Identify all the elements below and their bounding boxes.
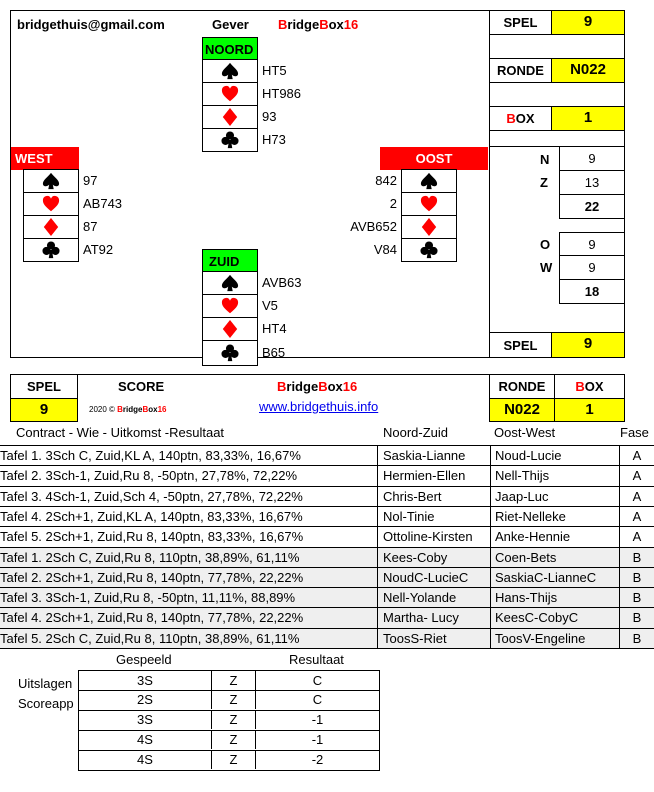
nz-cell: Martha- Lucy xyxy=(383,610,459,626)
ow-cell: ToosV-Engeline xyxy=(490,629,620,649)
oost-diamonds: AVB652 xyxy=(350,219,397,234)
table-row xyxy=(0,506,654,527)
nz-cell: Nol-Tinie xyxy=(383,508,435,524)
table-row xyxy=(0,526,654,547)
diamond-icon xyxy=(222,320,238,338)
copyright-16: 16 xyxy=(157,405,167,414)
table-row xyxy=(0,465,654,486)
ow-cell: KeesC-CobyC xyxy=(490,608,620,628)
col-header-result: Contract - Wie - Uitkomst -Resultaat xyxy=(16,425,225,440)
summary-result: C xyxy=(312,673,323,688)
west-clubs: AT92 xyxy=(83,242,114,257)
summary-result: -2 xyxy=(311,752,324,767)
result-cell: Tafel 2. 2Sch+1, Zuid,Ru 8, 140ptn, 77,78%, 22,22% xyxy=(0,568,378,588)
result-cell: Tafel 3. 4Sch-1, Zuid,Sch 4, -50ptn, 27,78%, 72,22% xyxy=(0,487,378,507)
noord-diamonds: 93 xyxy=(262,109,277,124)
noord-club-cell xyxy=(202,128,258,152)
brand-ridge: ridge xyxy=(287,17,320,32)
summary-by: Z xyxy=(212,690,256,709)
score-spel-value: 9 xyxy=(10,398,78,422)
nz-cell: Ottoline-Kirsten xyxy=(383,529,473,545)
score-brand-16: 16 xyxy=(342,379,358,394)
heart-icon xyxy=(420,195,438,213)
noord-label: NOORD xyxy=(202,37,258,60)
brand-logo xyxy=(278,17,358,32)
diamond-icon xyxy=(421,218,437,236)
brand-16: 16 xyxy=(343,17,359,32)
noord-diamond-cell xyxy=(202,105,258,129)
ow-cell: Noud-Lucie xyxy=(490,446,620,466)
copyright-ridge: ridge xyxy=(122,405,143,414)
hcp-ow-total: 18 xyxy=(559,280,624,304)
spel-value: 9 xyxy=(552,11,624,35)
table-row xyxy=(0,607,654,628)
hcp-z-value: 13 xyxy=(559,171,624,195)
ow-cell: SaskiaC-LianneC xyxy=(490,568,620,588)
hcp-w-label: W xyxy=(540,260,553,275)
zuid-label: ZUID xyxy=(202,249,258,272)
nz-cell: Hermien-Ellen xyxy=(383,468,466,484)
spade-icon xyxy=(221,62,239,80)
fase-cell: A xyxy=(632,448,642,463)
ow-cell: Jaap-Luc xyxy=(490,487,620,507)
west-spades: 97 xyxy=(83,173,98,188)
hcp-o-label: O xyxy=(540,237,551,252)
nz-cell: Nell-Yolande xyxy=(383,590,457,606)
box-label xyxy=(490,107,552,131)
spade-icon xyxy=(420,172,438,190)
club-icon xyxy=(221,131,239,149)
results-header-row xyxy=(0,421,654,445)
score-box-value: 1 xyxy=(555,398,625,422)
score-brand-b: B xyxy=(277,379,287,394)
table-row xyxy=(0,547,654,568)
hcp-n-label: N xyxy=(540,152,550,167)
deal-diagram xyxy=(10,10,625,358)
summary-by: Z xyxy=(212,710,256,729)
right-panel xyxy=(490,11,624,357)
nz-cell: Chris-Bert xyxy=(383,488,442,504)
summary-contract: 3S xyxy=(79,671,212,690)
table-row xyxy=(0,567,654,588)
summary-table xyxy=(0,649,400,789)
nz-cell: ToosS-Riet xyxy=(383,630,447,646)
copyright-ox: ox xyxy=(148,405,158,414)
oost-spades: 842 xyxy=(375,173,397,188)
score-box-ox: OX xyxy=(584,379,604,394)
score-label: SCORE xyxy=(118,379,165,394)
spade-icon xyxy=(42,172,60,190)
west-hearts: AB743 xyxy=(83,196,123,211)
fase-cell: B xyxy=(632,569,642,585)
col-header-fase: Fase xyxy=(620,425,649,440)
spel-label: SPEL xyxy=(490,11,552,35)
summary-row xyxy=(78,690,380,711)
heart-icon xyxy=(221,297,239,315)
ow-cell: Coen-Bets xyxy=(490,548,620,568)
results-table xyxy=(0,421,654,649)
spacer-2 xyxy=(490,83,624,107)
copyright-b2: B xyxy=(142,405,149,414)
scoreapp-label: Scoreapp xyxy=(18,696,74,711)
summary-contract: 2S xyxy=(79,690,212,709)
score-box-label xyxy=(555,375,625,398)
score-ronde-value: N022 xyxy=(489,398,555,422)
ow-cell: Nell-Thijs xyxy=(490,466,620,486)
result-cell: Tafel 1. 3Sch C, Zuid,KL A, 140ptn, 83,33%, 16,67% xyxy=(0,446,378,466)
brand-ox: ox xyxy=(328,17,344,32)
nz-cell: Saskia-Lianne xyxy=(383,448,466,463)
summary-by: Z xyxy=(212,671,256,690)
summary-row xyxy=(78,710,380,731)
copyright xyxy=(89,405,167,414)
summary-row xyxy=(78,730,380,751)
score-box-b: B xyxy=(575,379,585,394)
west-label: WEST xyxy=(11,147,79,170)
ow-cell: Hans-Thijs xyxy=(490,588,620,608)
nz-cell: Kees-Coby xyxy=(383,549,448,565)
oost-clubs: V84 xyxy=(373,242,397,257)
zuid-spades: AVB63 xyxy=(262,275,302,290)
summary-row xyxy=(78,670,380,691)
fase-cell: A xyxy=(632,468,642,484)
noord-spades: HT5 xyxy=(262,63,287,78)
gespeeld-label: Gespeeld xyxy=(116,652,172,667)
hcp-z-label: Z xyxy=(540,175,548,190)
box-b: B xyxy=(506,111,516,126)
hcp-nz-total: 22 xyxy=(559,195,624,219)
zuid-hearts: V5 xyxy=(262,298,278,313)
summary-contract: 3S xyxy=(79,710,212,729)
score-brand-b2: B xyxy=(318,379,328,394)
spel-value-bottom: 9 xyxy=(552,332,624,357)
ow-cell: Anke-Hennie xyxy=(490,527,620,547)
oost-hearts: 2 xyxy=(389,196,397,211)
result-cell: Tafel 1. 2Sch C, Zuid,Ru 8, 110ptn, 38,89%, 61,11% xyxy=(0,548,378,568)
noord-clubs: H73 xyxy=(262,132,286,147)
col-header-nz: Noord-Zuid xyxy=(383,425,449,440)
result-cell: Tafel 5. 2Sch+1, Zuid,Ru 8, 140ptn, 83,33%, 16,67% xyxy=(0,527,378,547)
box-ox: OX xyxy=(515,111,535,126)
spacer-1 xyxy=(490,35,624,59)
diamond-icon xyxy=(222,108,238,126)
resultaat-label: Resultaat xyxy=(289,652,344,667)
hcp-n-value: 9 xyxy=(559,147,624,171)
copyright-prefix: 2020 © xyxy=(89,405,118,414)
noord-heart-cell xyxy=(202,82,258,106)
result-cell: Tafel 5. 2Sch C, Zuid,Ru 8, 110ptn, 38,89%, 61,11% xyxy=(0,629,378,649)
zuid-clubs: B65 xyxy=(262,345,286,360)
col-header-ow: Oost-West xyxy=(494,425,556,440)
heart-icon xyxy=(221,85,239,103)
zuid-diamonds: HT4 xyxy=(262,321,287,336)
heart-icon xyxy=(42,195,60,213)
diamond-icon xyxy=(43,218,59,236)
fase-cell: B xyxy=(632,590,642,606)
hcp-o-value: 9 xyxy=(559,232,624,256)
email-text: bridgethuis@gmail.com xyxy=(17,17,165,32)
nz-cell: NoudC-LucieC xyxy=(383,569,469,585)
noord-hearts: HT986 xyxy=(262,86,302,101)
result-cell: Tafel 2. 3Sch-1, Zuid,Ru 8, -50ptn, 27,78%, 72,22% xyxy=(0,466,378,486)
summary-contract: 4S xyxy=(79,730,212,749)
table-row xyxy=(0,587,654,608)
hcp-w-value: 9 xyxy=(559,256,624,280)
score-header xyxy=(10,374,625,422)
spel-label-bottom: SPEL xyxy=(490,332,552,357)
brand-b2: B xyxy=(319,17,329,32)
result-cell: Tafel 4. 2Sch+1, Zuid,Ru 8, 140ptn, 77,78%, 22,22% xyxy=(0,608,378,628)
table-row xyxy=(0,486,654,507)
result-cell: Tafel 4. 2Sch+1, Zuid,KL A, 140ptn, 83,33%, 16,67% xyxy=(0,507,378,527)
fase-cell: A xyxy=(632,508,642,524)
fase-cell: B xyxy=(632,630,642,646)
ronde-label: RONDE xyxy=(490,59,552,83)
result-cell: Tafel 3. 3Sch-1, Zuid,Ru 8, -50ptn, 11,11%, 88,89% xyxy=(0,588,378,608)
fase-cell: B xyxy=(632,549,642,565)
spacer-3 xyxy=(490,131,624,147)
website-link[interactable]: www.bridgethuis.info xyxy=(259,399,379,414)
summary-row xyxy=(78,750,380,771)
gever-label: Gever xyxy=(212,17,249,32)
fase-cell: A xyxy=(632,488,642,504)
club-icon xyxy=(420,241,438,259)
table-row xyxy=(0,628,654,649)
summary-contract: 4S xyxy=(79,750,212,769)
spade-icon xyxy=(221,274,239,292)
fase-cell: B xyxy=(632,610,642,626)
summary-result: C xyxy=(312,692,323,707)
ow-cell: Riet-Nelleke xyxy=(490,507,620,527)
ronde-value: N022 xyxy=(552,59,624,83)
summary-result: -1 xyxy=(311,732,324,747)
west-diamonds: 87 xyxy=(83,219,98,234)
copyright-b: B xyxy=(117,405,123,414)
noord-spade-cell xyxy=(202,59,258,83)
uitslagen-label: Uitslagen xyxy=(18,676,73,691)
score-brand-ridge: ridge xyxy=(286,379,319,394)
club-icon xyxy=(42,241,60,259)
score-spel-label: SPEL xyxy=(10,375,78,398)
box-value: 1 xyxy=(552,107,624,131)
summary-by: Z xyxy=(212,750,256,769)
score-brand-ox: ox xyxy=(327,379,343,394)
oost-label: OOST xyxy=(380,147,488,170)
score-brand xyxy=(277,375,357,398)
summary-result: -1 xyxy=(311,712,324,727)
summary-by: Z xyxy=(212,730,256,749)
fase-cell: A xyxy=(632,529,642,545)
brand-b: B xyxy=(278,17,288,32)
score-ronde-label: RONDE xyxy=(489,375,555,398)
club-icon xyxy=(221,344,239,362)
table-row xyxy=(0,445,654,466)
